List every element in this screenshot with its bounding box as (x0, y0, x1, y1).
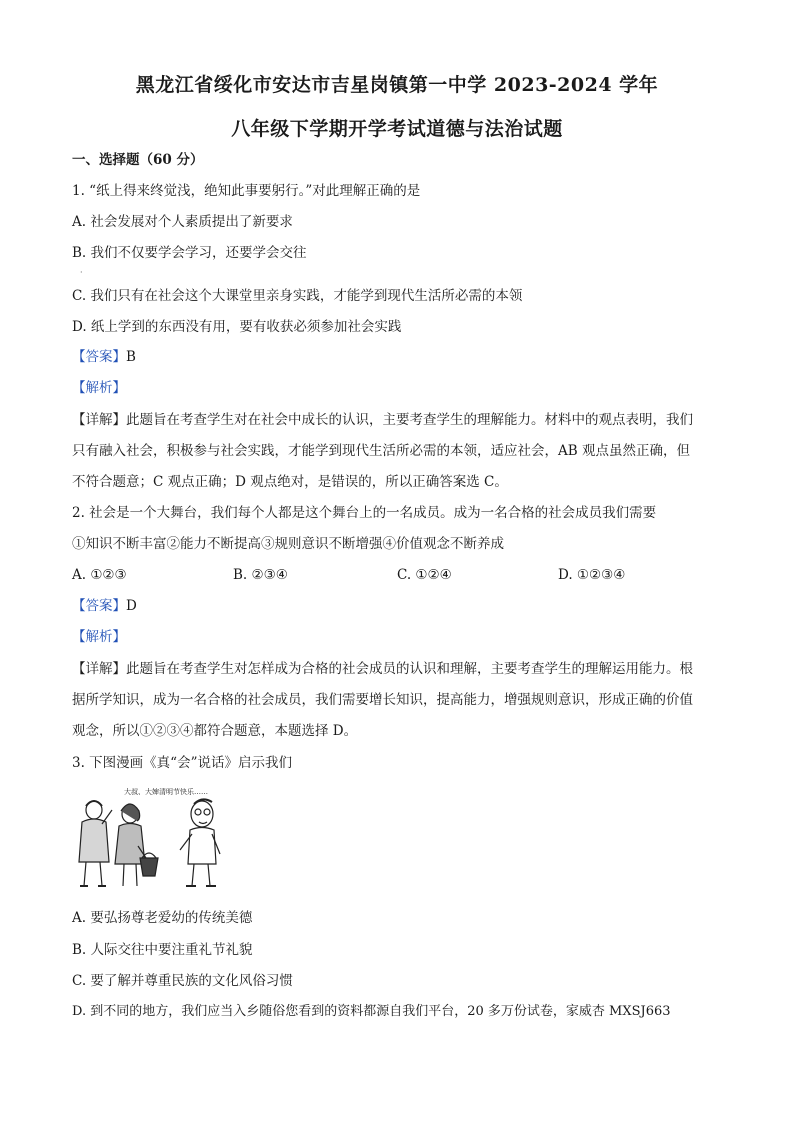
q1-detail-line-3: 不符合题意；C 观点正确；D 观点绝对，是错误的，所以正确答案选 C。 (72, 474, 508, 490)
comic-woman-figure (115, 804, 158, 886)
q1-option-d: D. 纸上学到的东西没有用，要有收获必须参加社会实践 (72, 319, 402, 335)
detail-text: 此题旨在考查学生对怎样成为合格的社会成员的认识和理解，主要考查学生的理解运用能力。根 (126, 661, 693, 677)
q1-stem: 1. “纸上得来终觉浅，绝知此事要躬行。”对此理解正确的是 (72, 183, 421, 199)
q1-analysis-tag: 【解析】 (72, 380, 126, 396)
stray-mark: · (80, 268, 83, 277)
detail-tag: 【详解】 (72, 661, 126, 677)
q2-option-b: B. ②③④ (233, 567, 288, 583)
comic-man-figure (79, 801, 112, 886)
q2-option-a: A. ①②③ (72, 567, 127, 583)
q2-detail-line-1 (72, 659, 722, 679)
q2-detail-line-3: 观念，所以①②③④都符合题意，本题选择 D。 (72, 723, 358, 739)
q1-option-b: B. 我们不仅要学会学习，还要学会交往 (72, 245, 307, 261)
q2-analysis-tag: 【解析】 (72, 629, 126, 645)
detail-tag: 【详解】 (72, 412, 126, 428)
q3-option-a: A. 要弘扬尊老爱幼的传统美德 (72, 910, 253, 926)
comic-illustration (72, 784, 242, 896)
q1-option-a: A. 社会发展对个人素质提出了新要求 (72, 214, 293, 230)
q3-option-b: B. 人际交往中要注重礼节礼貌 (72, 942, 253, 958)
q2-detail-line-2: 据所学知识，成为一名合格的社会成员，我们需要增长知识，提高能力，增强规则意识，形成正确的价值 (72, 692, 693, 708)
q1-option-c: C. 我们只有在社会这个大课堂里亲身实践，才能学到现代生活所必需的本领 (72, 288, 523, 304)
q1-detail-line-1 (72, 410, 722, 430)
q2-statements: ①知识不断丰富②能力不断提高③规则意识不断增强④价值观念不断养成 (72, 536, 504, 552)
comic-speaker-figure (180, 799, 220, 886)
q1-answer (72, 347, 722, 367)
title-line-1: 黑龙江省绥化市安达市吉星岗镇第一中学 2023-2024 学年 (135, 74, 659, 96)
comic-caption: 大叔、大婶清明节快乐…… (124, 788, 208, 796)
answer-value: D (126, 598, 137, 614)
q2-option-c: C. ①②④ (397, 567, 452, 583)
q1-detail-line-2: 只有融入社会，积极参与社会实践，才能学到现代生活所必需的本领，适应社会，AB 观点虽然正确，但 (72, 443, 690, 459)
title-line-2: 八年级下学期开学考试道德与法治试题 (231, 118, 563, 140)
answer-tag: 【答案】 (72, 598, 126, 614)
q3-option-d: D. 到不同的地方，我们应当入乡随俗您看到的资料都源自我们平台，20 多万份试卷，家威杏 MXSJ663 (72, 1004, 671, 1019)
answer-value: B (126, 349, 136, 365)
q2-option-d: D. ①②③④ (558, 567, 626, 583)
q3-stem: 3. 下图漫画《真“会”说话》启示我们 (72, 755, 292, 771)
section-heading: 一、选择题（60 分） (72, 152, 204, 168)
answer-tag: 【答案】 (72, 349, 126, 365)
q3-option-c: C. 要了解并尊重民族的文化风俗习惯 (72, 973, 293, 989)
q2-answer (72, 596, 722, 616)
detail-text: 此题旨在考查学生对在社会中成长的认识，主要考查学生的理解能力。材料中的观点表明，我们 (126, 412, 693, 428)
q2-stem: 2. 社会是一个大舞台，我们每个人都是这个舞台上的一名成员。成为一名合格的社会成员我们需要 (72, 505, 657, 521)
